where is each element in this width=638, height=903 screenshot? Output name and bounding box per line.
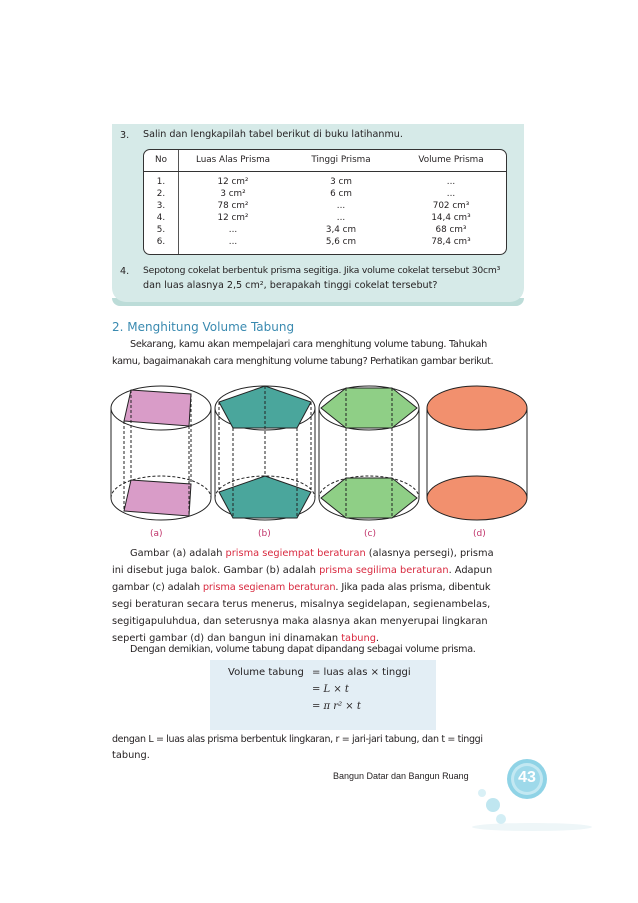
table-row-2-volume: ...: [446, 189, 456, 199]
para-line-6-text-a: seperti gambar (d) dan bangun ini dinamakan: [112, 633, 342, 644]
table-row-1-volume: ...: [446, 177, 456, 187]
item-4-line-2: dan luas alasnya 2,5 cm², berapakah tinggi cokelat tersebut?: [143, 280, 438, 291]
table-row-3-tinggi: ...: [336, 201, 346, 211]
table-header-luas: Luas Alas Prisma: [195, 155, 271, 165]
square-top: [124, 390, 191, 426]
square-bottom: [124, 480, 191, 516]
table-row-2-luas: 3 cm²: [220, 189, 246, 199]
closing-line-2: tabung.: [112, 750, 150, 761]
para-line-2-text-a: ini disebut juga balok. Gambar (b) adalah: [112, 565, 320, 576]
item-3-number: 3.: [120, 130, 130, 141]
figure-label-d: (d): [473, 529, 486, 539]
intro-line-1: Sekarang, kamu akan mempelajari cara menghitung volume tabung. Tahukah: [130, 339, 487, 350]
table-row-1-no: 1.: [156, 177, 166, 187]
table-row-4-no: 4.: [156, 213, 166, 223]
figure-label-a: (a): [150, 529, 163, 539]
table-row-2-no: 2.: [156, 189, 166, 199]
section-title: 2. Menghitung Volume Tabung: [112, 320, 295, 334]
table-row-4-tinggi: ...: [336, 213, 346, 223]
item-3-text: Salin dan lengkapilah tabel berikut di buku latihanmu.: [143, 129, 403, 140]
prism-table: [143, 149, 507, 255]
formula-label: Volume tabung: [228, 667, 304, 678]
table-row-3-no: 3.: [156, 201, 166, 211]
para-line-1-text-b: (alasnya persegi), prisma: [365, 548, 494, 559]
table-header-no: No: [155, 155, 167, 165]
table-row-6-no: 6.: [156, 237, 166, 247]
para-line-3: [112, 579, 490, 597]
table-row-3-luas: 78 cm²: [217, 201, 249, 211]
term-segilima: prisma segilima beraturan: [319, 565, 449, 576]
circle-bottom: [427, 476, 527, 520]
figure-label-b: (b): [258, 529, 271, 539]
table-row-3-volume: 702 cm³: [432, 201, 470, 211]
figure-label-c: (c): [364, 529, 376, 539]
cylinder-d: [427, 386, 527, 520]
table-header-divider: [144, 171, 506, 172]
cylinder-c: [319, 386, 419, 520]
item-4-number: 4.: [120, 266, 130, 277]
table-row-5-luas: ...: [228, 225, 238, 235]
table-header-volume: Volume Prisma: [418, 155, 484, 165]
footer-title: Bangun Datar dan Bangun Ruang: [333, 771, 469, 781]
table-row-2-tinggi: 6 cm: [330, 189, 352, 199]
para-line-2: [112, 562, 492, 580]
circle-top: [427, 386, 527, 430]
para-line-4: segi beraturan secara terus menerus, misalnya segidelapan, segienambelas,: [112, 599, 491, 610]
para-line-7: Dengan demikian, volume tabung dapat dipandang sebagai volume prisma.: [130, 644, 476, 655]
table-row-4-luas: 12 cm²: [217, 213, 249, 223]
closing-line-1: dengan L = luas alas prisma berbentuk lingkaran, r = jari-jari tabung, dan t = tinggi: [112, 734, 483, 745]
para-line-2-text-b: . Adapun: [448, 565, 493, 576]
para-line-1: [130, 545, 494, 563]
cylinder-b: [215, 386, 315, 520]
term-segiempat: prisma segiempat beraturan: [225, 548, 366, 559]
pentagon-bottom: [219, 476, 311, 518]
para-line-3-text-b: . Jika pada alas prisma, dibentuk: [335, 582, 491, 593]
item-4-line-1: Sepotong cokelat berbentuk prisma segitiga. Jika volume cokelat tersebut 30cm³: [143, 265, 501, 276]
para-line-1-text-a: Gambar (a) adalah: [130, 548, 226, 559]
table-row-4-volume: 14,4 cm³: [431, 213, 471, 223]
table-row-5-no: 5.: [156, 225, 166, 235]
footer-bubbles-decoration: [470, 745, 610, 865]
para-line-6-text-b: .: [375, 633, 380, 644]
table-col-separator: [178, 150, 179, 254]
prism-cylinder-figure: [0, 378, 638, 538]
term-tabung: tabung: [341, 633, 376, 644]
para-line-3-text-a: gambar (c) adalah: [112, 582, 203, 593]
para-line-5: segitigapuluhdua, dan seterusnya maka alasnya akan menyerupai lingkaran: [112, 616, 488, 627]
table-row-6-tinggi: 5,6 cm: [325, 237, 357, 247]
table-row-6-luas: ...: [228, 237, 238, 247]
cylinder-a: [111, 386, 211, 520]
intro-line-2: kamu, bagaimanakah cara menghitung volume tabung? Perhatikan gambar berikut.: [112, 356, 494, 367]
formula-line-2: = L × t: [312, 684, 349, 695]
term-segienam: prisma segienam beraturan: [202, 582, 336, 593]
formula-line-1: = luas alas × tinggi: [312, 667, 411, 678]
table-header-tinggi: Tinggi Prisma: [311, 155, 371, 165]
formula-line-3: = π r² × t: [312, 701, 361, 712]
table-row-6-volume: 78,4 cm³: [431, 237, 471, 247]
table-row-5-tinggi: 3,4 cm: [325, 225, 357, 235]
table-row-5-volume: 68 cm³: [435, 225, 467, 235]
table-row-1-luas: 12 cm²: [217, 177, 249, 187]
page-number: 43: [518, 769, 536, 786]
hexagon-bottom: [321, 478, 417, 518]
table-row-1-tinggi: 3 cm: [330, 177, 352, 187]
